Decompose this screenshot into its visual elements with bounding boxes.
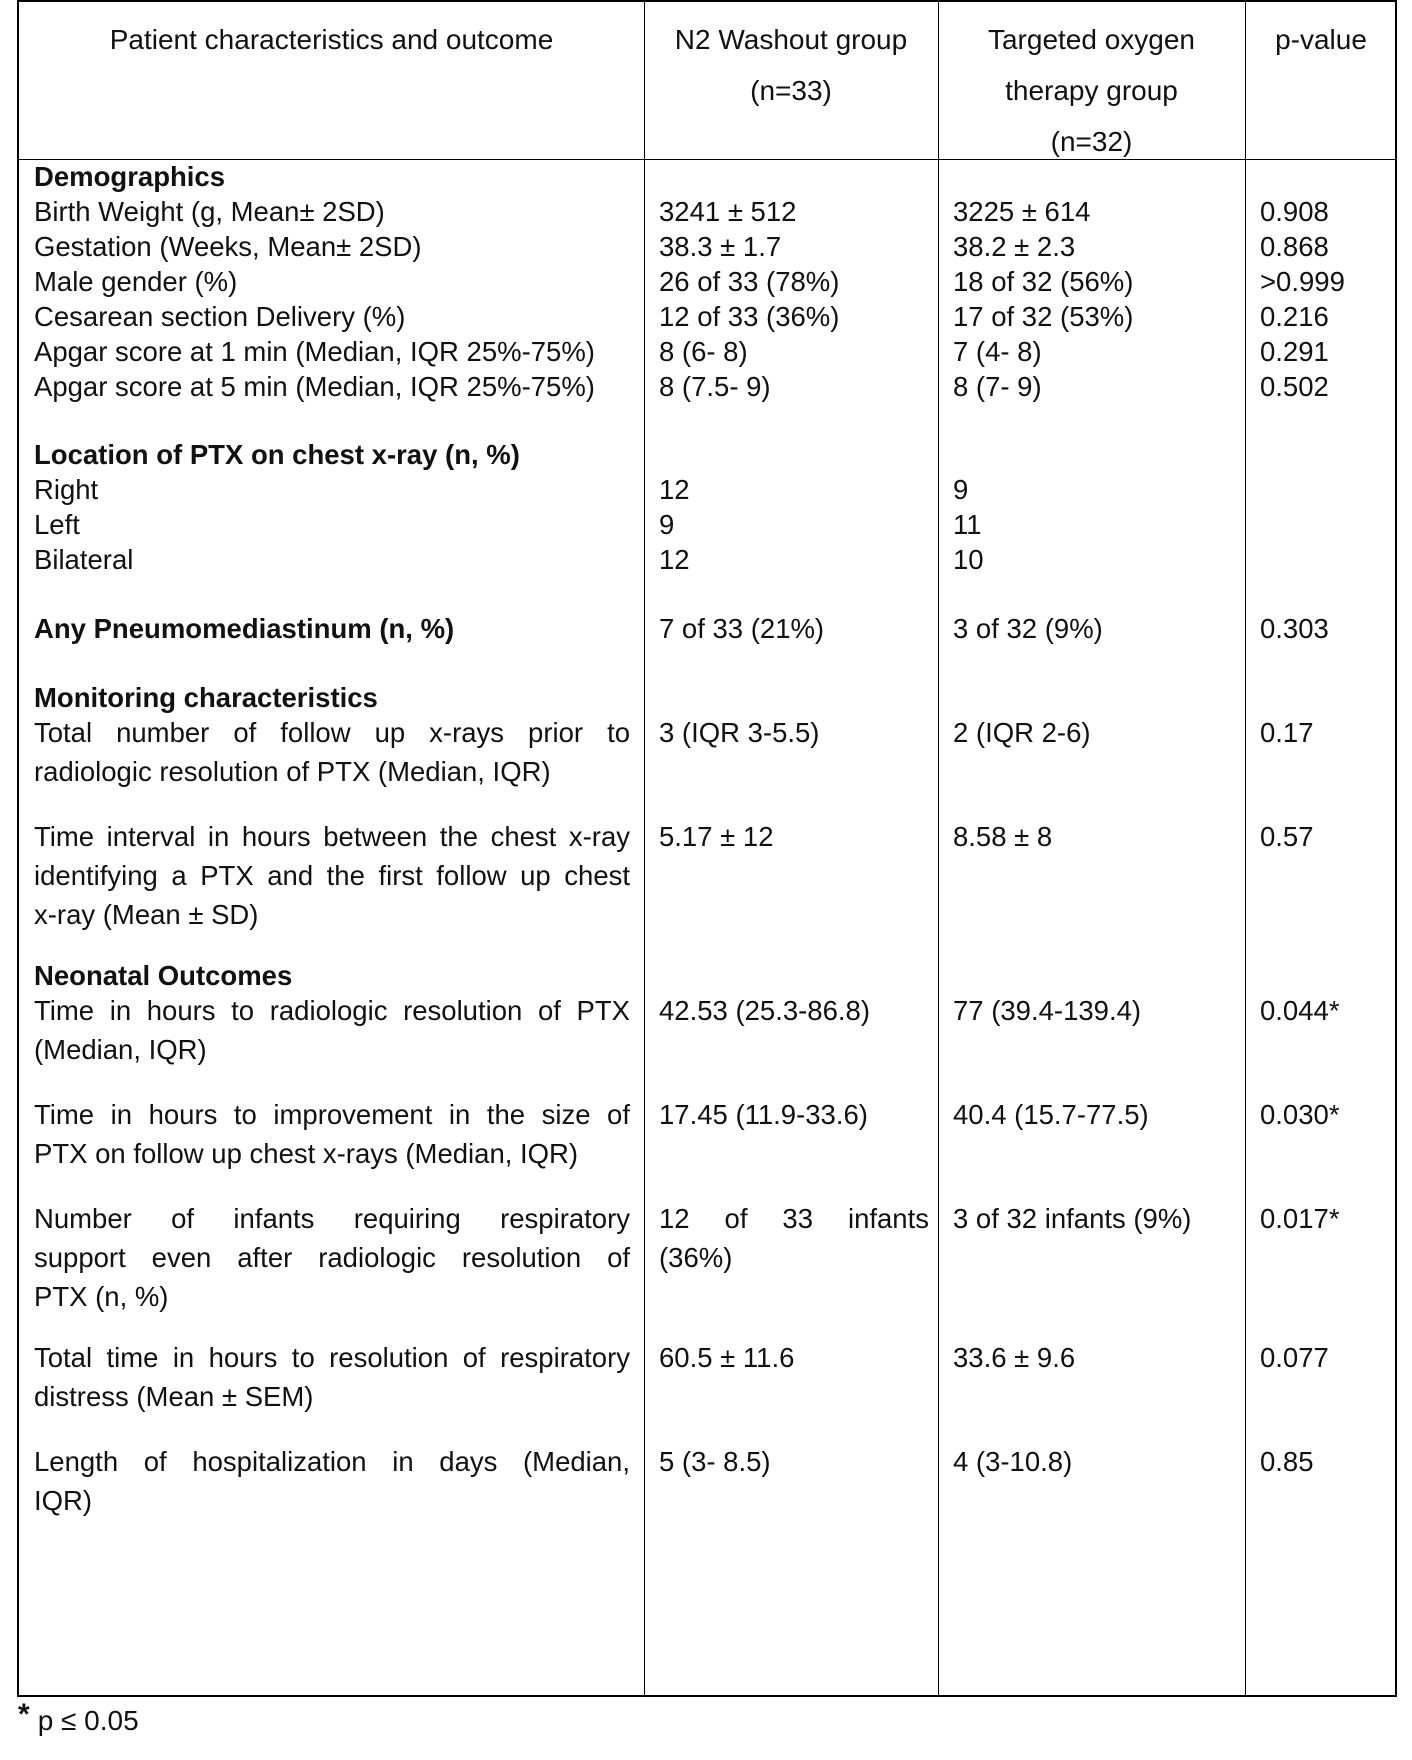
section-title-outcomes: Neonatal Outcomes <box>34 960 293 991</box>
section-title-pneumomediastinum: Any Pneumomediastinum (n, %) <box>34 613 455 644</box>
row-label: Left <box>34 509 80 540</box>
row-label <box>34 1199 630 1316</box>
p-value: 0.502 <box>1260 371 1329 402</box>
n2-value: 17.45 (11.9-33.6) <box>659 1099 868 1130</box>
p-value: 0.57 <box>1260 821 1314 852</box>
results-table <box>17 0 1397 1697</box>
header-n2-washout <box>644 14 938 116</box>
label-line: Total number of follow up x-rays prior to <box>34 717 630 748</box>
n2-value: 8 (6- 8) <box>659 336 748 367</box>
row-label: Gestation (Weeks, Mean± 2SD) <box>34 231 422 262</box>
p-value: 0.291 <box>1260 336 1329 367</box>
p-value: 0.216 <box>1260 301 1329 332</box>
label-line: Time in hours to improvement in the size of <box>34 1099 630 1130</box>
n2-value: 12 <box>659 544 690 575</box>
to-value: 8.58 ± 8 <box>953 821 1053 852</box>
n2-value: 60.5 ± 11.6 <box>659 1342 795 1373</box>
n2-value: 12 of 33 (36%) <box>659 301 840 332</box>
to-value: 11 <box>953 509 982 540</box>
to-value: 9 <box>953 474 969 505</box>
row-label: Apgar score at 5 min (Median, IQR 25%-75%) <box>34 371 595 402</box>
n2-value: 7 of 33 (21%) <box>659 613 825 644</box>
header-targeted-oxygen <box>938 14 1245 167</box>
to-value: 10 <box>953 544 984 575</box>
n2-value: 38.3 ± 1.7 <box>659 231 782 262</box>
n2-value: 3241 ± 512 <box>659 196 797 227</box>
row-label <box>34 713 630 791</box>
label-line: radiologic resolution of PTX (Median, IQR) <box>34 756 551 787</box>
p-value: 0.303 <box>1260 613 1329 644</box>
to-value: 7 (4- 8) <box>953 336 1042 367</box>
row-label <box>34 1095 630 1173</box>
to-value: 38.2 ± 2.3 <box>953 231 1076 262</box>
to-value: 8 (7- 9) <box>953 371 1042 402</box>
p-value: 0.908 <box>1260 196 1329 227</box>
n2-value: 8 (7.5- 9) <box>659 371 771 402</box>
n2-value <box>659 1199 929 1277</box>
label-line: PTX on follow up chest x-rays (Median, IQR) <box>34 1138 579 1169</box>
to-value: 18 of 32 (56%) <box>953 266 1134 297</box>
label-line: identifying a PTX and the first follow up chest <box>34 860 630 891</box>
p-value: 0.077 <box>1260 1342 1329 1373</box>
label-line: Time in hours to radiologic resolution of PTX <box>34 995 630 1026</box>
label-line: (Median, IQR) <box>34 1034 207 1065</box>
to-value: 40.4 (15.7-77.5) <box>953 1099 1149 1130</box>
to-value: 33.6 ± 9.6 <box>953 1342 1076 1373</box>
label-line: PTX (n, %) <box>34 1281 169 1312</box>
p-value: 0.17 <box>1260 717 1314 748</box>
header-to-line: therapy group <box>1005 75 1178 106</box>
row-label <box>34 1442 630 1520</box>
n2-value: 5 (3- 8.5) <box>659 1446 771 1477</box>
header-p-value: p-value <box>1275 24 1367 55</box>
label-line: Time interval in hours between the chest x-ray <box>34 821 630 852</box>
to-value: 77 (39.4-139.4) <box>953 995 1142 1026</box>
column-divider <box>644 2 645 1695</box>
p-value: >0.999 <box>1260 266 1345 297</box>
p-value: 0.868 <box>1260 231 1329 262</box>
header-patient-characteristics: Patient characteristics and outcome <box>109 24 554 55</box>
column-divider <box>938 2 939 1695</box>
row-label <box>34 991 630 1069</box>
label-line: Length of hospitalization in days (Median, <box>34 1446 630 1477</box>
n2-value: 12 <box>659 474 690 505</box>
n2-value: 5.17 ± 12 <box>659 821 774 852</box>
header-to-line: (n=32) <box>1050 126 1133 157</box>
n2-value: 9 <box>659 509 675 540</box>
n2-value: 26 of 33 (78%) <box>659 266 840 297</box>
section-title-monitoring: Monitoring characteristics <box>34 682 378 713</box>
to-value: 4 (3-10.8) <box>953 1446 1073 1477</box>
row-label <box>34 817 630 934</box>
column-divider <box>1245 2 1246 1695</box>
header-n2-line: N2 Washout group <box>674 24 908 55</box>
row-label: Birth Weight (g, Mean± 2SD) <box>34 196 385 227</box>
n2-value: 3 (IQR 3-5.5) <box>659 717 820 748</box>
label-line: support even after radiologic resolution of <box>34 1242 630 1273</box>
value-line: 12 of 33 infants <box>659 1203 929 1234</box>
label-line: Number of infants requiring respiratory <box>34 1203 630 1234</box>
to-value: 3225 ± 614 <box>953 196 1091 227</box>
p-value: 0.017* <box>1260 1203 1340 1234</box>
label-line: x-ray (Mean ± SD) <box>34 899 259 930</box>
p-value: 0.030* <box>1260 1099 1340 1130</box>
header-n2-line: (n=33) <box>750 75 832 106</box>
footnote <box>18 1698 139 1738</box>
footnote-text: p ≤ 0.05 <box>37 1705 139 1736</box>
footnote-asterisk: * <box>18 1698 30 1731</box>
n2-value: 42.53 (25.3-86.8) <box>659 995 870 1026</box>
label-line: IQR) <box>34 1485 93 1516</box>
row-label: Male gender (%) <box>34 266 238 297</box>
to-value: 3 of 32 (9%) <box>953 613 1103 644</box>
row-label <box>34 1338 630 1416</box>
p-value: 0.044* <box>1260 995 1340 1026</box>
p-value: 0.85 <box>1260 1446 1314 1477</box>
to-value: 17 of 32 (53%) <box>953 301 1134 332</box>
header-to-line: Targeted oxygen <box>987 24 1196 55</box>
row-label: Cesarean section Delivery (%) <box>34 301 406 332</box>
row-label: Bilateral <box>34 544 134 575</box>
to-value: 2 (IQR 2-6) <box>953 717 1091 748</box>
row-label: Right <box>34 474 99 505</box>
value-line: (36%) <box>659 1242 733 1273</box>
section-title-location: Location of PTX on chest x-ray (n, %) <box>34 439 520 470</box>
row-label: Apgar score at 1 min (Median, IQR 25%-75%) <box>34 336 595 367</box>
label-line: distress (Mean ± SEM) <box>34 1381 314 1412</box>
section-title-demographics: Demographics <box>34 161 226 192</box>
label-line: Total time in hours to resolution of respiratory <box>34 1342 630 1373</box>
to-value: 3 of 32 infants (9%) <box>953 1203 1192 1234</box>
